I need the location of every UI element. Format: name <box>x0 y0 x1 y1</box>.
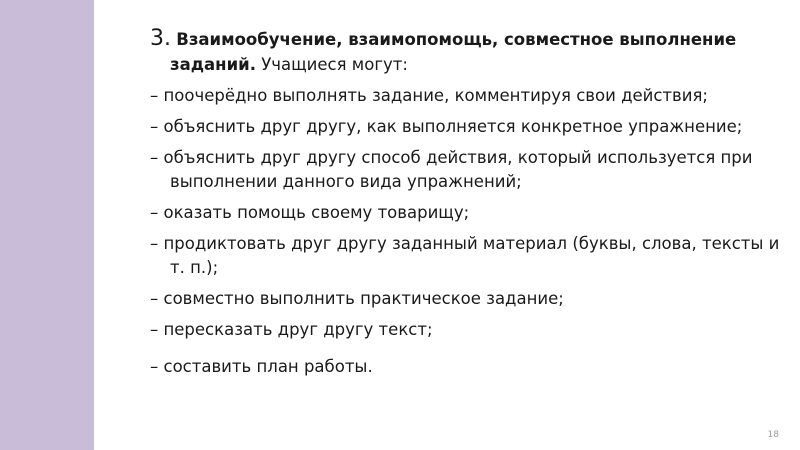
list-item: – совместно выполнить практическое задание; <box>150 289 564 308</box>
list-item: – составить план работы. <box>150 357 373 376</box>
list-item: – пересказать друг другу текст; <box>150 320 433 339</box>
list-item: – поочерёдно выполнять задание, комментируя свои действия; <box>150 86 708 105</box>
slide-heading <box>150 26 780 77</box>
page-number: 18 <box>767 430 779 440</box>
decorative-side-band <box>0 0 94 450</box>
heading-intro: Учащиеся могут: <box>255 55 408 74</box>
slide-content <box>150 26 780 386</box>
heading-number: 3. <box>150 26 171 51</box>
heading-title: Взаимообучение, взаимопомощь, совместное выполнение заданий. <box>170 30 737 74</box>
list-item: – объяснить друг другу способ действия, который используется при выполнении данного вида упражнений; <box>150 148 753 191</box>
list-item: – оказать помощь своему товарищу; <box>150 203 470 222</box>
list-item: – объяснить друг другу, как выполняется конкретное упражнение; <box>150 117 743 136</box>
list-item: – продиктовать друг другу заданный материал (буквы, слова, тексты и т. п.); <box>150 234 780 277</box>
